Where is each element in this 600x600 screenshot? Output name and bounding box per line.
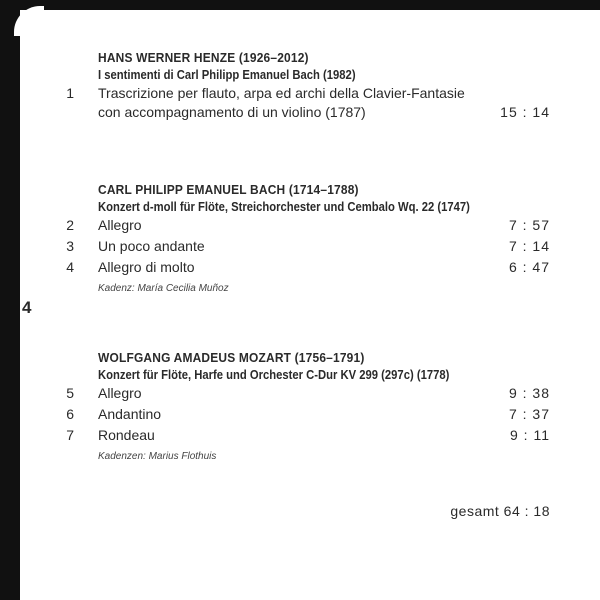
track-title: Allegro [98,385,142,401]
track-title: Rondeau [98,427,155,443]
cadenza-credit: Kadenz: María Cecilia Muñoz [98,283,229,294]
section-mozart [60,350,560,462]
track-title: Allegro di molto [98,259,195,275]
track-duration: 9 : 38 [508,385,550,401]
track-duration: 15 : 14 [500,104,550,120]
page-number: 4 [22,298,32,317]
track-number: 7 [66,427,74,443]
track-number: 2 [66,217,74,233]
work-title: Konzert für Flöte, Harfe und Orchester C-Dur KV 299 (297c) (1778) [98,368,450,382]
track-row [60,84,560,122]
track-duration: 6 : 47 [508,259,550,275]
scan-edge-top [0,0,600,10]
total-duration: gesamt 64 : 18 [450,503,550,519]
track-row [60,258,560,277]
track-title: Un poco andante [98,238,205,254]
track-title: Andantino [98,406,162,422]
cadenza-credit: Kadenzen: Marius Flothuis [98,451,217,462]
track-number: 4 [66,259,74,275]
work-title: Konzert d-moll für Flöte, Streichorchester und Cembalo Wq. 22 (1747) [98,200,470,214]
track-row [60,426,560,445]
track-row [60,405,560,424]
composer-heading: CARL PHILIPP EMANUEL BACH (1714–1788) [98,182,359,197]
section-cpe-bach [60,182,560,294]
track-row [60,237,560,256]
track-number: 5 [66,385,74,401]
track-number: 1 [66,85,74,101]
track-number: 3 [66,238,74,254]
track-row [60,384,560,403]
track-duration: 7 : 57 [508,217,550,233]
track-number: 6 [66,406,74,422]
track-title: Allegro [98,217,142,233]
track-duration: 9 : 11 [510,427,550,443]
track-duration: 7 : 37 [508,406,550,422]
scan-edge-left [0,0,20,600]
composer-heading: WOLFGANG AMADEUS MOZART (1756–1791) [98,350,365,365]
composer-heading: HANS WERNER HENZE (1926–2012) [98,50,309,65]
track-duration: 7 : 14 [508,238,550,254]
track-title: Trascrizione per flauto, arpa ed archi della Clavier-Fantasie con accompagnamento di un violino (1787) [98,85,465,120]
track-row [60,216,560,235]
work-title: I sentimenti di Carl Philipp Emanuel Bach (1982) [98,68,356,82]
section-henze [60,50,560,122]
